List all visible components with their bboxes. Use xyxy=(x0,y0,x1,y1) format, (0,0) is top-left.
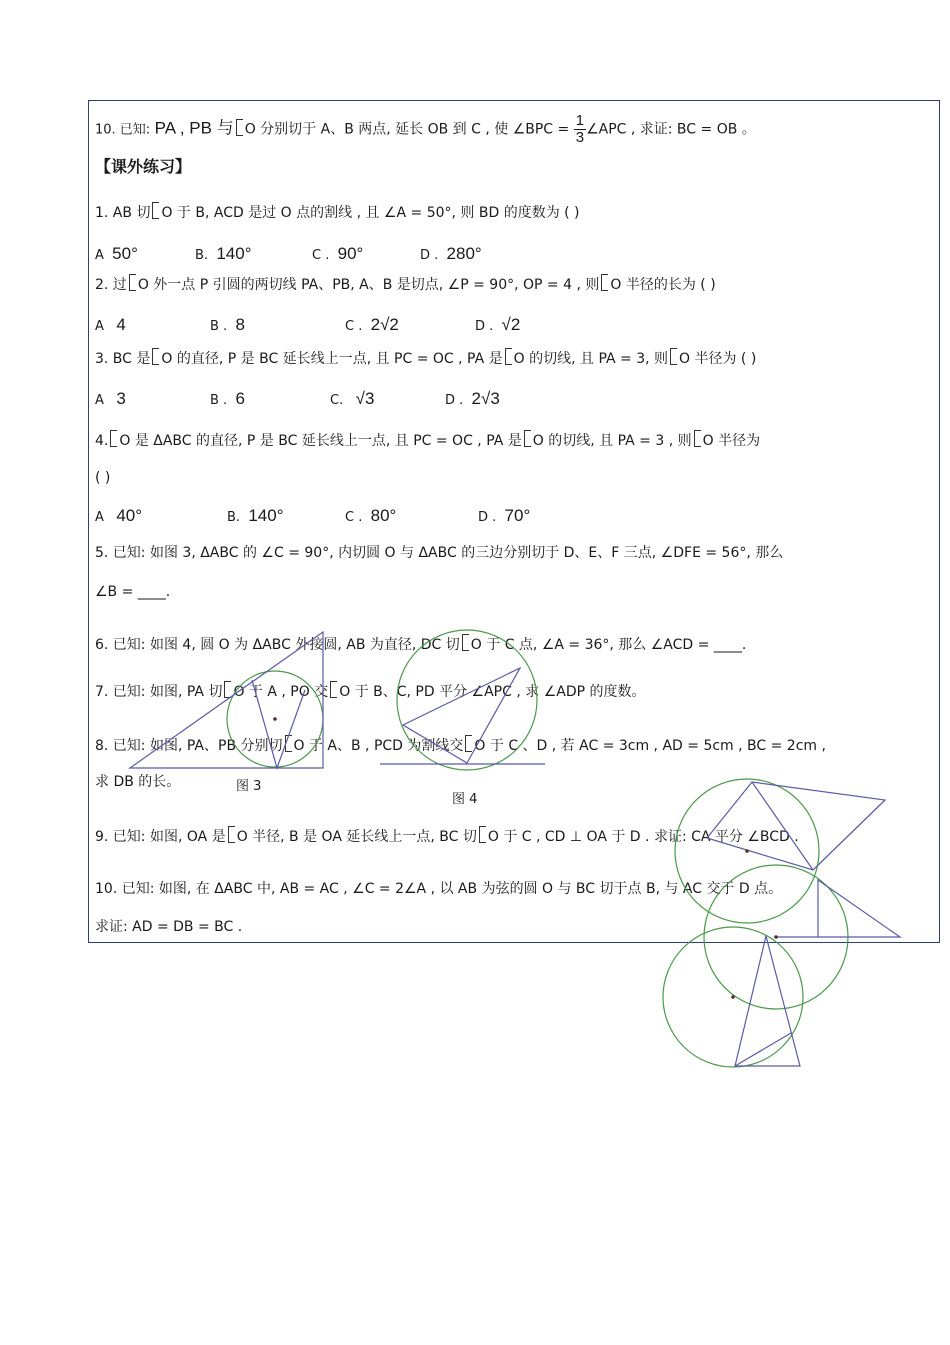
fraction xyxy=(574,113,586,146)
question-4 xyxy=(95,430,760,451)
q2-choice-d xyxy=(475,315,520,337)
choice-value: √2 xyxy=(501,315,521,334)
circle-symbol-icon xyxy=(129,274,136,291)
q2-choice-c xyxy=(345,315,399,337)
question-5-answer: ∠B = ____. xyxy=(95,584,171,600)
text-segment: 8. 已知: 如图, PA、PB 分别切 xyxy=(95,738,283,754)
circle-symbol-icon xyxy=(224,681,231,698)
circle-symbol-icon xyxy=(479,826,486,843)
q2-choice-a xyxy=(95,315,126,337)
question-7 xyxy=(95,681,646,702)
text-segment: 4. xyxy=(95,433,109,449)
choice-label: C . xyxy=(345,510,363,525)
circle-symbol-icon xyxy=(694,430,701,447)
text-segment: O 的切线, 且 PA = 3, 则 xyxy=(513,351,669,367)
choice-label: B . xyxy=(210,393,228,408)
choice-label: A xyxy=(95,510,104,525)
text-segment: O 于 A , PO 交 xyxy=(233,684,329,700)
circle-symbol-icon xyxy=(465,735,472,752)
question-1 xyxy=(95,202,580,223)
question-5: 5. 已知: 如图 3, ΔABC 的 ∠C = 90°, 内切圆 O 与 ΔABC 的三边分别切于 D、E、F 三点, ∠DFE = 56°, 那么 xyxy=(95,545,784,561)
question-4-paren: ( ) xyxy=(95,470,111,486)
question-6 xyxy=(95,634,746,655)
circle-symbol-icon xyxy=(601,274,608,291)
q3-choice-d xyxy=(445,389,500,411)
circle-symbol-icon xyxy=(152,202,159,219)
choice-value: 40° xyxy=(116,506,143,525)
q1-choice-a xyxy=(95,244,138,266)
text-segment: O 的直径, P 是 BC 延长线上一点, 且 PC = OC , PA 是 xyxy=(161,351,503,367)
choice-value: 280° xyxy=(446,244,482,263)
question-8-line2: 求 DB 的长。 xyxy=(95,774,181,790)
choice-label: D . xyxy=(445,393,464,408)
choice-label: D . xyxy=(420,248,439,263)
q1-choice-d xyxy=(420,244,482,266)
text-segment: O 于 C 点, ∠A = 36°, 那么 ∠ACD = ____. xyxy=(470,637,747,653)
text-segment: 9. 已知: 如图, OA 是 xyxy=(95,829,226,845)
circle-symbol-icon xyxy=(462,634,469,651)
choice-label: A xyxy=(95,393,104,408)
text-segment: O 于 C , CD ⊥ OA 于 D . 求证: CA 平分 ∠BCD . xyxy=(487,829,799,845)
circle-symbol-icon xyxy=(228,826,235,843)
q4-choice-c xyxy=(345,506,396,528)
text-segment: 1. AB 切 xyxy=(95,205,151,221)
text-segment: O 是 ΔABC 的直径, P 是 BC 延长线上一点, 且 PC = OC , PA 是 xyxy=(119,433,522,449)
choice-label: C . xyxy=(312,248,330,263)
text-segment: 6. 已知: 如图 4, 圆 O 为 ΔABC 外接圆, AB 为直径, DC 切 xyxy=(95,637,460,653)
figure-10-circle xyxy=(663,927,803,1067)
circle-symbol-icon xyxy=(236,119,243,136)
text-segment: 7. 已知: 如图, PA 切 xyxy=(95,684,223,700)
choice-value: 8 xyxy=(235,315,245,334)
text-segment: 3. BC 是 xyxy=(95,351,151,367)
circle-symbol-icon xyxy=(670,348,677,365)
choice-value: 2√2 xyxy=(370,315,399,334)
circle-symbol-icon xyxy=(330,681,337,698)
q2-choice-b xyxy=(210,315,245,337)
text-segment: PA , PB 与 xyxy=(154,118,234,138)
text-segment: O 于 A、B , PCD 为割线交 xyxy=(293,738,464,754)
choice-value: √3 xyxy=(355,389,375,408)
figure-4-caption: 图 4 xyxy=(452,792,478,807)
text-segment: O 分别切于 A、B 两点, 延长 OB 到 C , 使 ∠BPC = xyxy=(244,121,570,138)
choice-value: 70° xyxy=(504,506,531,525)
q4-choice-a xyxy=(95,506,142,528)
choice-label: D . xyxy=(478,510,497,525)
question-10-line2: 求证: AD = DB = BC . xyxy=(95,919,243,935)
circle-symbol-icon xyxy=(110,430,117,447)
problem-number: 10. 已知: xyxy=(95,122,151,138)
choice-label: A xyxy=(95,319,104,334)
figure-3-caption: 图 3 xyxy=(236,779,262,794)
choice-label: D . xyxy=(475,319,494,334)
q1-choice-b xyxy=(195,244,252,266)
q1-choice-c xyxy=(312,244,363,266)
choice-label: C. xyxy=(330,393,344,408)
fraction-numerator: 1 xyxy=(575,112,585,129)
choice-value: 2√3 xyxy=(471,389,500,408)
circle-symbol-icon xyxy=(152,348,159,365)
text-segment: O 的切线, 且 PA = 3 , 则 xyxy=(532,433,692,449)
choice-label: B . xyxy=(210,319,228,334)
text-segment: O 于 C 、D , 若 AC = 3cm , AD = 5cm , BC = 2cm , xyxy=(474,738,826,754)
choice-label: B. xyxy=(227,510,241,525)
fraction-denominator: 3 xyxy=(575,129,585,146)
question-3 xyxy=(95,348,756,369)
text-segment: O 于 B、C, PD 平分 ∠APC , 求 ∠ADP 的度数。 xyxy=(339,684,646,700)
choice-value: 140° xyxy=(248,506,284,525)
figure-10-chord xyxy=(735,1033,791,1066)
choice-label: A xyxy=(95,248,104,263)
figure-10-center-dot xyxy=(731,995,735,999)
q3-choice-a xyxy=(95,389,126,411)
q4-choice-d xyxy=(478,506,530,528)
circle-symbol-icon xyxy=(285,735,292,752)
question-2 xyxy=(95,274,716,295)
section-heading: 【课外练习】 xyxy=(95,157,192,176)
choice-value: 50° xyxy=(112,244,138,263)
circle-symbol-icon xyxy=(505,348,512,365)
figure-10-triangle xyxy=(735,936,800,1066)
text-segment: O 半径为 ( ) xyxy=(679,351,757,367)
text-segment: O 半径的长为 ( ) xyxy=(610,277,716,293)
question-10: 10. 已知: 如图, 在 ΔABC 中, AB = AC , ∠C = 2∠A , 以 AB 为弦的圆 O 与 BC 切于点 B, 与 AC 交于 D 点。 xyxy=(95,881,783,897)
choice-value: 3 xyxy=(116,389,126,408)
figure-10 xyxy=(663,927,803,1067)
circle-symbol-icon xyxy=(524,430,531,447)
text-segment: O 外一点 P 引圆的两切线 PA、PB, A、B 是切点, ∠P = 90°, OP = 4 , 则 xyxy=(137,277,600,293)
q3-choice-b xyxy=(210,389,245,411)
choice-value: 4 xyxy=(116,315,126,334)
text-segment: O 半径, B 是 OA 延长线上一点, BC 切 xyxy=(236,829,477,845)
choice-value: 6 xyxy=(235,389,245,408)
question-8 xyxy=(95,735,826,756)
choice-value: 80° xyxy=(370,506,397,525)
choice-label: B. xyxy=(195,248,209,263)
q3-choice-c xyxy=(330,389,374,411)
question-9 xyxy=(95,826,799,847)
text-segment: O 半径为 xyxy=(702,433,761,449)
choice-value: 140° xyxy=(216,244,252,263)
choice-label: C . xyxy=(345,319,363,334)
text-segment: ∠APC , 求证: BC = OB 。 xyxy=(586,121,756,138)
text-segment: 2. 过 xyxy=(95,277,127,293)
problem-10-top xyxy=(95,113,756,146)
q4-choice-b xyxy=(227,506,284,528)
choice-value: 90° xyxy=(337,244,364,263)
text-segment: O 于 B, ACD 是过 O 点的割线 , 且 ∠A = 50°, 则 BD 的度数为 ( ) xyxy=(161,205,580,221)
